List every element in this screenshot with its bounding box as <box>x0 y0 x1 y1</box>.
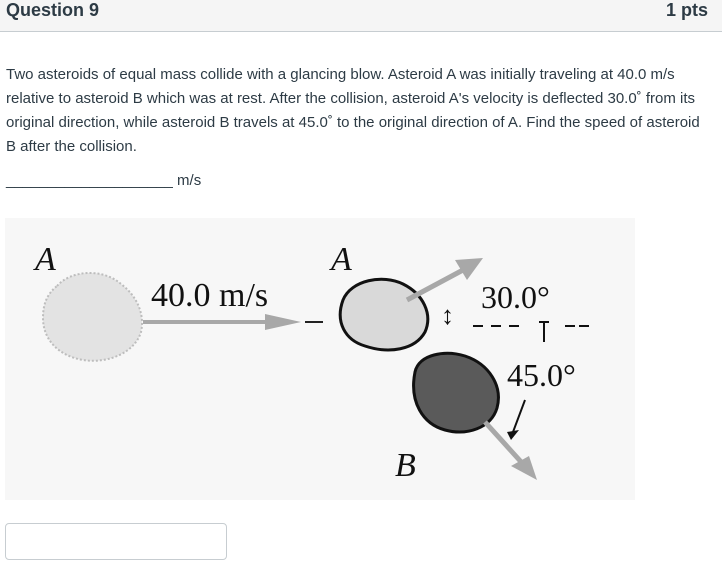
answer-blank: ____________________ <box>6 172 173 189</box>
collision-diagram <box>5 218 635 500</box>
question-text: Two asteroids of equal mass collide with a glancing blow. Asteroid A was initially traveling at 40.0 m/s relative to asteroid B which was at rest. After the collision, asteroid A's velocity is deflected 30.0˚ from its original direction, while asteroid B travels at 45.0˚ to the original direction of A. Find the speed of asteroid B after the collision. <box>6 66 700 155</box>
question-title: Question 9 <box>6 0 100 20</box>
question-header <box>0 0 722 32</box>
angle-b-label: 45.0° <box>507 357 576 393</box>
label-a-left: A <box>35 241 56 278</box>
answer-input[interactable] <box>5 523 227 560</box>
label-b: B <box>395 447 416 484</box>
angle-a-arc: ↕ <box>441 301 454 330</box>
question-points: 1 pts <box>665 0 708 20</box>
answer-unit: m/s <box>177 172 202 189</box>
label-a-right: A <box>331 241 352 278</box>
angle-a-label: 30.0° <box>481 279 550 315</box>
asteroid-a-after <box>340 279 428 350</box>
answer-blank-line <box>6 172 201 189</box>
velocity-label: 40.0 m/s <box>151 277 269 314</box>
